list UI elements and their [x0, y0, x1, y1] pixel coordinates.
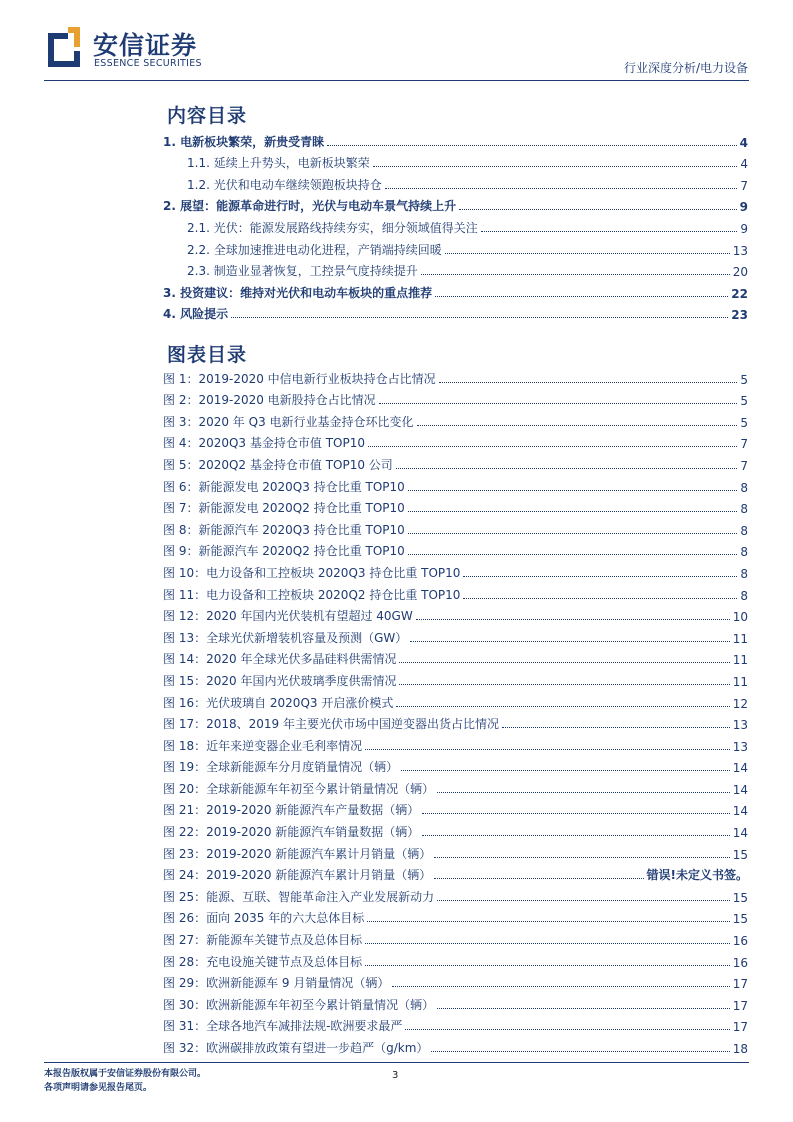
figure-entry-label: 图 24：2019-2020 新能源汽车累计月销量（辆） — [163, 868, 432, 883]
leader-dots — [416, 619, 730, 620]
figure-entry-page: 17 — [732, 998, 748, 1013]
figure-entry-page: 错误!未定义书签。 — [646, 868, 748, 883]
toc-entry[interactable] — [163, 214, 748, 236]
copyright-notice: 本报告版权属于安信证券股份有限公司。 — [44, 1069, 207, 1079]
toc-entry-page: 20 — [732, 265, 748, 280]
toc-entry-page: 13 — [732, 243, 748, 258]
figure-entry[interactable] — [163, 387, 748, 409]
disclaimer-notice: 各项声明请参见报告尾页。 — [44, 1083, 153, 1093]
leader-dots — [396, 468, 738, 469]
leader-dots — [368, 446, 737, 447]
figure-entry[interactable] — [163, 797, 748, 819]
figure-entry-label: 图 21：2019-2020 新能源汽车产量数据（辆） — [163, 803, 420, 818]
figure-entry-label: 图 4：2020Q3 基金持仓市值 TOP10 — [163, 436, 365, 451]
toc-entry-page: 4 — [740, 157, 748, 172]
leader-dots — [439, 382, 738, 383]
figure-entry-label: 图 10：电力设备和工控板块 2020Q3 持仓比重 TOP10 — [163, 565, 461, 580]
figure-entry-label: 图 27：新能源车关键节点及总体目标 — [163, 933, 363, 948]
figure-entry-label: 图 14：2020 年全球光伏多晶硅料供需情况 — [163, 652, 397, 667]
leader-dots — [385, 188, 738, 189]
leader-dots — [422, 835, 729, 836]
leader-dots — [422, 813, 729, 814]
figure-entry[interactable] — [163, 667, 748, 689]
figure-entry-label: 图 7：新能源发电 2020Q2 持仓比重 TOP10 — [163, 501, 405, 516]
figure-entry[interactable] — [163, 862, 748, 884]
toc-title: 内容目录 — [167, 105, 248, 127]
essence-logo-icon — [44, 25, 84, 69]
figure-entry-page: 5 — [740, 415, 748, 430]
figure-entry-page: 5 — [740, 394, 748, 409]
leader-dots — [408, 533, 738, 534]
figure-entry[interactable] — [163, 991, 748, 1013]
toc-entry-label: 2.2. 全球加速推进电动化进程，产销端持续回暖 — [187, 242, 442, 257]
leader-dots — [463, 598, 737, 599]
leader-dots — [367, 921, 729, 922]
toc-entry[interactable] — [163, 150, 748, 172]
leader-dots — [392, 986, 729, 987]
figure-entry[interactable] — [163, 711, 748, 733]
figure-entry-label: 图 31：全球各地汽车减排法规-欧洲要求最严 — [163, 1019, 403, 1034]
figure-entry[interactable] — [163, 883, 748, 905]
leader-dots — [379, 403, 738, 404]
leader-dots — [463, 576, 737, 577]
toc-entry[interactable] — [163, 301, 748, 323]
figure-entry-label: 图 13：全球光伏新增装机容量及预测（GW） — [163, 630, 408, 645]
toc-entry-page: 9 — [740, 221, 748, 236]
figure-entry-page: 11 — [732, 653, 748, 668]
figure-entry-page: 10 — [732, 610, 748, 625]
toc-entry[interactable] — [163, 128, 748, 150]
figure-entry[interactable] — [163, 754, 748, 776]
figure-entry-label: 图 30：欧洲新能源车年初至今累计销量情况（辆） — [163, 997, 435, 1012]
toc-entry-label: 2.3. 制造业显著恢复，工控景气度持续提升 — [187, 264, 418, 279]
figure-entry-label: 图 28：充电设施关键节点及总体目标 — [163, 954, 363, 969]
figure-entry-page: 14 — [732, 782, 748, 797]
figure-entry-page: 14 — [732, 761, 748, 776]
figure-entry-label: 图 17：2018、2019 年主要光伏市场中国逆变器出货占比情况 — [163, 717, 499, 732]
figure-entry-page: 8 — [740, 523, 748, 538]
figure-entry-page: 13 — [732, 739, 748, 754]
figure-entry[interactable] — [163, 559, 748, 581]
figure-entry-page: 13 — [732, 718, 748, 733]
figure-entry[interactable] — [163, 818, 748, 840]
leader-dots — [459, 209, 737, 210]
figure-entry-page: 15 — [732, 912, 748, 927]
figure-entry[interactable] — [163, 689, 748, 711]
toc-entry[interactable] — [163, 258, 748, 280]
figure-entry[interactable] — [163, 473, 748, 495]
leader-dots — [396, 706, 729, 707]
leader-dots — [417, 425, 738, 426]
toc-entry-page: 9 — [739, 200, 748, 215]
leader-dots — [434, 857, 729, 858]
leader-dots — [365, 943, 730, 944]
leader-dots — [434, 878, 643, 879]
leader-dots — [405, 1029, 729, 1030]
figure-entry[interactable] — [163, 430, 748, 452]
figure-entry-page: 11 — [732, 631, 748, 646]
figure-entry-page: 7 — [740, 458, 748, 473]
figure-entry-page: 14 — [732, 804, 748, 819]
toc-entry[interactable] — [163, 279, 748, 301]
figure-entry-page: 16 — [732, 934, 748, 949]
toc-entry-page: 22 — [731, 286, 748, 301]
figure-entry-page: 7 — [740, 437, 748, 452]
brand-name-cn: 安信证券 — [93, 31, 198, 60]
toc-entry[interactable] — [163, 236, 748, 258]
figure-entry-label: 图 5：2020Q2 基金持仓市值 TOP10 公司 — [163, 457, 393, 472]
figure-entry-page: 8 — [740, 480, 748, 495]
figure-entry[interactable] — [163, 905, 748, 927]
figure-entry-page: 14 — [732, 826, 748, 841]
leader-dots — [399, 662, 729, 663]
figure-entry-page: 15 — [732, 847, 748, 862]
figure-entry[interactable] — [163, 451, 748, 473]
figure-list — [163, 365, 748, 1056]
figure-entry-page: 16 — [732, 955, 748, 970]
figure-entry[interactable] — [163, 926, 748, 948]
figure-entry-page: 15 — [732, 890, 748, 905]
figure-entry[interactable] — [163, 516, 748, 538]
figure-entry-label: 图 16：光伏玻璃自 2020Q3 开启涨价模式 — [163, 695, 394, 710]
figure-entry-label: 图 22：2019-2020 新能源汽车销量数据（辆） — [163, 825, 420, 840]
figure-entry[interactable] — [163, 948, 748, 970]
toc-entry-label: 2.1. 光伏：能源发展路线持续夯实，细分领域值得关注 — [187, 220, 478, 235]
toc-entry-label: 1. 电新板块繁荣，新贵受青睐 — [163, 134, 325, 149]
brand-name-en: ESSENCE SECURITIES — [94, 58, 202, 69]
toc-entry[interactable] — [163, 171, 748, 193]
figure-entry-label: 图 25：能源、互联、智能革命注入产业发展新动力 — [163, 889, 435, 904]
toc-entry-label: 1.2. 光伏和电动车继续领跑板块持仓 — [187, 177, 382, 192]
toc-entry-label: 1.1. 延续上升势头，电新板块繁荣 — [187, 156, 370, 171]
leader-dots — [421, 274, 730, 275]
figure-entry-label: 图 18：近年来逆变器企业毛利率情况 — [163, 738, 363, 753]
figure-entry-label: 图 8：新能源汽车 2020Q3 持仓比重 TOP10 — [163, 522, 405, 537]
leader-dots — [408, 554, 738, 555]
footer-disclaimer — [44, 1067, 206, 1095]
leader-dots — [410, 641, 729, 642]
figure-entry[interactable] — [163, 495, 748, 517]
leader-dots — [408, 490, 738, 491]
leader-dots — [408, 511, 738, 512]
leader-dots — [365, 965, 730, 966]
figure-entry-page: 17 — [732, 1020, 748, 1035]
figure-entry-label: 图 20：全球新能源车年初至今累计销量情况（辆） — [163, 781, 435, 796]
figure-entry-label: 图 1：2019-2020 中信电新行业板块持仓占比情况 — [163, 371, 436, 386]
figure-entry[interactable] — [163, 840, 748, 862]
header-divider — [44, 80, 749, 81]
figure-entry[interactable] — [163, 732, 748, 754]
figure-entry-label: 图 11：电力设备和工控板块 2020Q2 持仓比重 TOP10 — [163, 587, 461, 602]
figure-entry-label: 图 2：2019-2020 电新股持仓占比情况 — [163, 393, 376, 408]
toc-entry-label: 3. 投资建议：维持对光伏和电动车板块的重点推荐 — [163, 285, 433, 300]
figure-entry-page: 12 — [732, 696, 748, 711]
figure-entry[interactable] — [163, 603, 748, 625]
figure-entry-label: 图 23：2019-2020 新能源汽车累计月销量（辆） — [163, 846, 432, 861]
leader-dots — [437, 792, 730, 793]
figure-entry-label: 图 19：全球新能源车分月度销量情况（辆） — [163, 760, 399, 775]
leader-dots — [399, 684, 729, 685]
figure-entry[interactable] — [163, 538, 748, 560]
leader-dots — [327, 145, 737, 146]
leader-dots — [431, 1051, 729, 1052]
toc-entry-page: 7 — [740, 178, 748, 193]
figure-entry-page: 8 — [740, 545, 748, 560]
leader-dots — [401, 770, 730, 771]
figure-entry[interactable] — [163, 1013, 748, 1035]
leader-dots — [481, 231, 738, 232]
figure-entry[interactable] — [163, 646, 748, 668]
figure-entry[interactable] — [163, 1034, 748, 1056]
figure-entry-page: 18 — [732, 1042, 748, 1056]
figure-entry-page: 11 — [732, 674, 748, 689]
figure-entry-page: 17 — [732, 977, 748, 992]
figure-entry[interactable] — [163, 970, 748, 992]
figure-entry[interactable] — [163, 408, 748, 430]
leader-dots — [231, 317, 728, 318]
figure-entry-label: 图 32：欧洲碳排放政策有望进一步趋严（g/km） — [163, 1041, 429, 1055]
page-number: 3 — [392, 1070, 399, 1081]
figure-entry[interactable] — [163, 775, 748, 797]
leader-dots — [437, 900, 730, 901]
leader-dots — [365, 749, 730, 750]
leader-dots — [437, 1008, 730, 1009]
figure-entry-label: 图 29：欧洲新能源车 9 月销量情况（辆） — [163, 976, 390, 991]
figure-entry[interactable] — [163, 581, 748, 603]
toc-entry-page: 23 — [731, 308, 748, 323]
figure-entry-page: 8 — [740, 588, 748, 603]
toc-entry-label: 4. 风险提示 — [163, 307, 229, 322]
figure-entry-label: 图 9：新能源汽车 2020Q2 持仓比重 TOP10 — [163, 544, 405, 559]
figure-list-title: 图表目录 — [167, 344, 248, 366]
figure-entry-page: 5 — [740, 372, 748, 387]
figure-entry-page: 8 — [740, 502, 748, 517]
figure-entry-label: 图 12：2020 年国内光伏装机有望超过 40GW — [163, 609, 413, 624]
figure-entry-label: 图 26：面向 2035 年的六大总体目标 — [163, 911, 365, 926]
footer-divider — [44, 1062, 749, 1063]
report-category: 行业深度分析/电力设备 — [623, 61, 748, 75]
figure-entry[interactable] — [163, 624, 748, 646]
figure-entry-label: 图 3：2020 年 Q3 电新行业基金持仓环比变化 — [163, 414, 414, 429]
leader-dots — [373, 166, 738, 167]
leader-dots — [445, 253, 730, 254]
figure-entry-page: 8 — [740, 566, 748, 581]
figure-entry[interactable] — [163, 365, 748, 387]
leader-dots — [435, 296, 728, 297]
leader-dots — [502, 727, 730, 728]
toc-entry[interactable] — [163, 193, 748, 215]
toc-entry-page: 4 — [739, 135, 748, 150]
figure-entry-label: 图 6：新能源发电 2020Q3 持仓比重 TOP10 — [163, 479, 405, 494]
figure-entry-label: 图 15：2020 年国内光伏玻璃季度供需情况 — [163, 673, 397, 688]
table-of-contents — [163, 128, 748, 322]
toc-entry-label: 2. 展望：能源革命进行时，光伏与电动车景气持续上升 — [163, 199, 457, 214]
